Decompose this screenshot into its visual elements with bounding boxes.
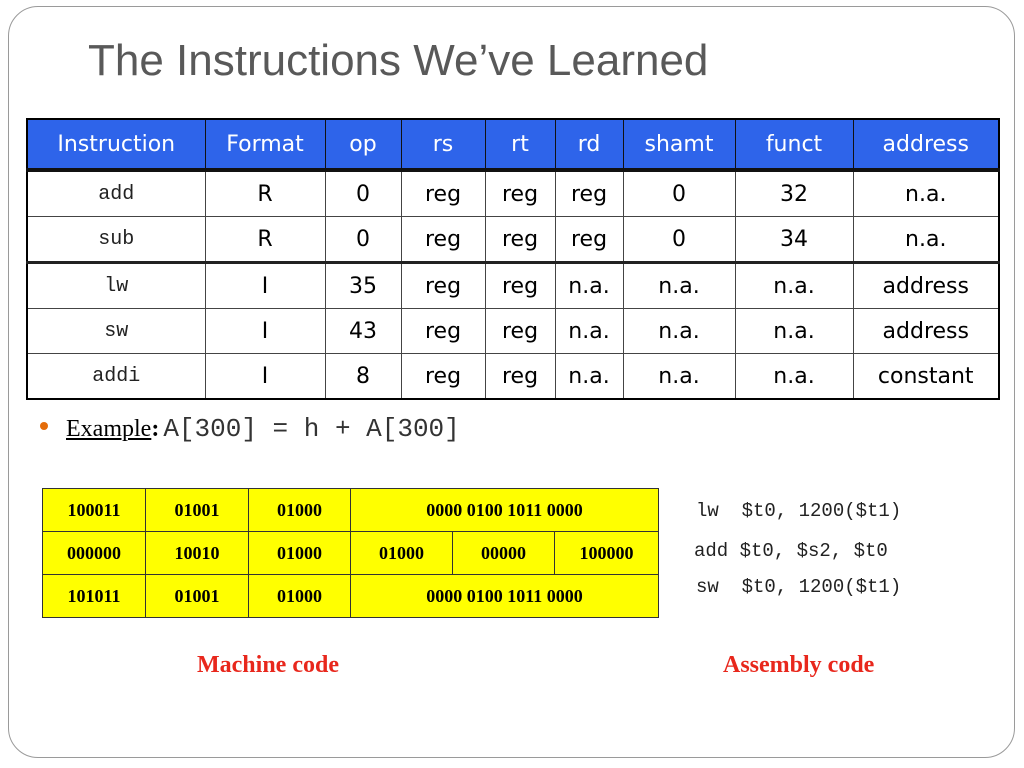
table-row-lw [27,263,999,309]
machine-code-row-sw [43,575,659,618]
example-line [40,414,460,444]
cell-format: I [205,263,325,309]
mc-cell: 100000 [555,532,659,575]
cell-shamt: 0 [623,170,735,217]
cell-op: 0 [325,217,401,263]
example-colon: : [151,416,160,442]
bullet-icon [40,422,48,430]
header-rs: rs [401,119,485,170]
mc-cell: 0000 0100 1011 0000 [351,575,659,618]
cell-instruction: lw [27,263,205,309]
cell-address: address [853,263,999,309]
mc-cell: 01000 [249,489,351,532]
mc-cell: 01000 [249,532,351,575]
cell-op: 8 [325,354,401,400]
instruction-table-header-row [27,119,999,170]
cell-instruction: sub [27,217,205,263]
cell-address: n.a. [853,217,999,263]
cell-funct: n.a. [735,263,853,309]
machine-code-table [42,488,659,618]
mc-cell: 100011 [43,489,146,532]
mc-cell: 10010 [146,532,249,575]
cell-op: 43 [325,309,401,354]
header-format: Format [205,119,325,170]
machine-code-row-add [43,532,659,575]
mc-cell: 101011 [43,575,146,618]
header-rt: rt [485,119,555,170]
header-rd: rd [555,119,623,170]
header-funct: funct [735,119,853,170]
cell-shamt: n.a. [623,263,735,309]
cell-funct: n.a. [735,309,853,354]
cell-funct: 32 [735,170,853,217]
header-address: address [853,119,999,170]
cell-rs: reg [401,354,485,400]
instruction-table [26,118,1000,400]
table-row-sw [27,309,999,354]
cell-rs: reg [401,170,485,217]
cell-format: R [205,170,325,217]
header-op: op [325,119,401,170]
cell-rd: n.a. [555,309,623,354]
cell-rt: reg [485,263,555,309]
assembly-line-add: add $t0, $s2, $t0 [694,540,888,562]
cell-rt: reg [485,309,555,354]
assembly-line-sw: sw $t0, 1200($t1) [696,576,902,598]
cell-shamt: n.a. [623,309,735,354]
table-row-addi [27,354,999,400]
mc-cell: 00000 [453,532,555,575]
cell-instruction: addi [27,354,205,400]
header-instruction: Instruction [27,119,205,170]
machine-code-caption: Machine code [197,652,339,678]
table-row-add [27,170,999,217]
cell-address: constant [853,354,999,400]
cell-instruction: add [27,170,205,217]
cell-instruction: sw [27,309,205,354]
header-shamt: shamt [623,119,735,170]
mc-cell: 0000 0100 1011 0000 [351,489,659,532]
assembly-code-caption: Assembly code [723,652,875,678]
slide-title: The Instructions We’ve Learned [88,36,709,85]
table-row-sub [27,217,999,263]
mc-cell: 01000 [351,532,453,575]
mc-cell: 01001 [146,575,249,618]
cell-format: I [205,309,325,354]
mc-cell: 01000 [249,575,351,618]
mc-cell: 01001 [146,489,249,532]
cell-rt: reg [485,354,555,400]
cell-rd: n.a. [555,354,623,400]
example-code: A[300] = h + A[300] [163,414,460,444]
cell-rs: reg [401,217,485,263]
cell-format: I [205,354,325,400]
cell-op: 35 [325,263,401,309]
cell-rd: n.a. [555,263,623,309]
cell-funct: n.a. [735,354,853,400]
cell-shamt: 0 [623,217,735,263]
cell-format: R [205,217,325,263]
cell-address: address [853,309,999,354]
cell-op: 0 [325,170,401,217]
cell-rs: reg [401,309,485,354]
cell-rt: reg [485,170,555,217]
mc-cell: 000000 [43,532,146,575]
cell-address: n.a. [853,170,999,217]
cell-funct: 34 [735,217,853,263]
example-label: Example [66,416,152,442]
assembly-line-lw: lw $t0, 1200($t1) [696,500,902,522]
cell-rd: reg [555,217,623,263]
machine-code-row-lw [43,489,659,532]
cell-rt: reg [485,217,555,263]
cell-rs: reg [401,263,485,309]
cell-rd: reg [555,170,623,217]
cell-shamt: n.a. [623,354,735,400]
